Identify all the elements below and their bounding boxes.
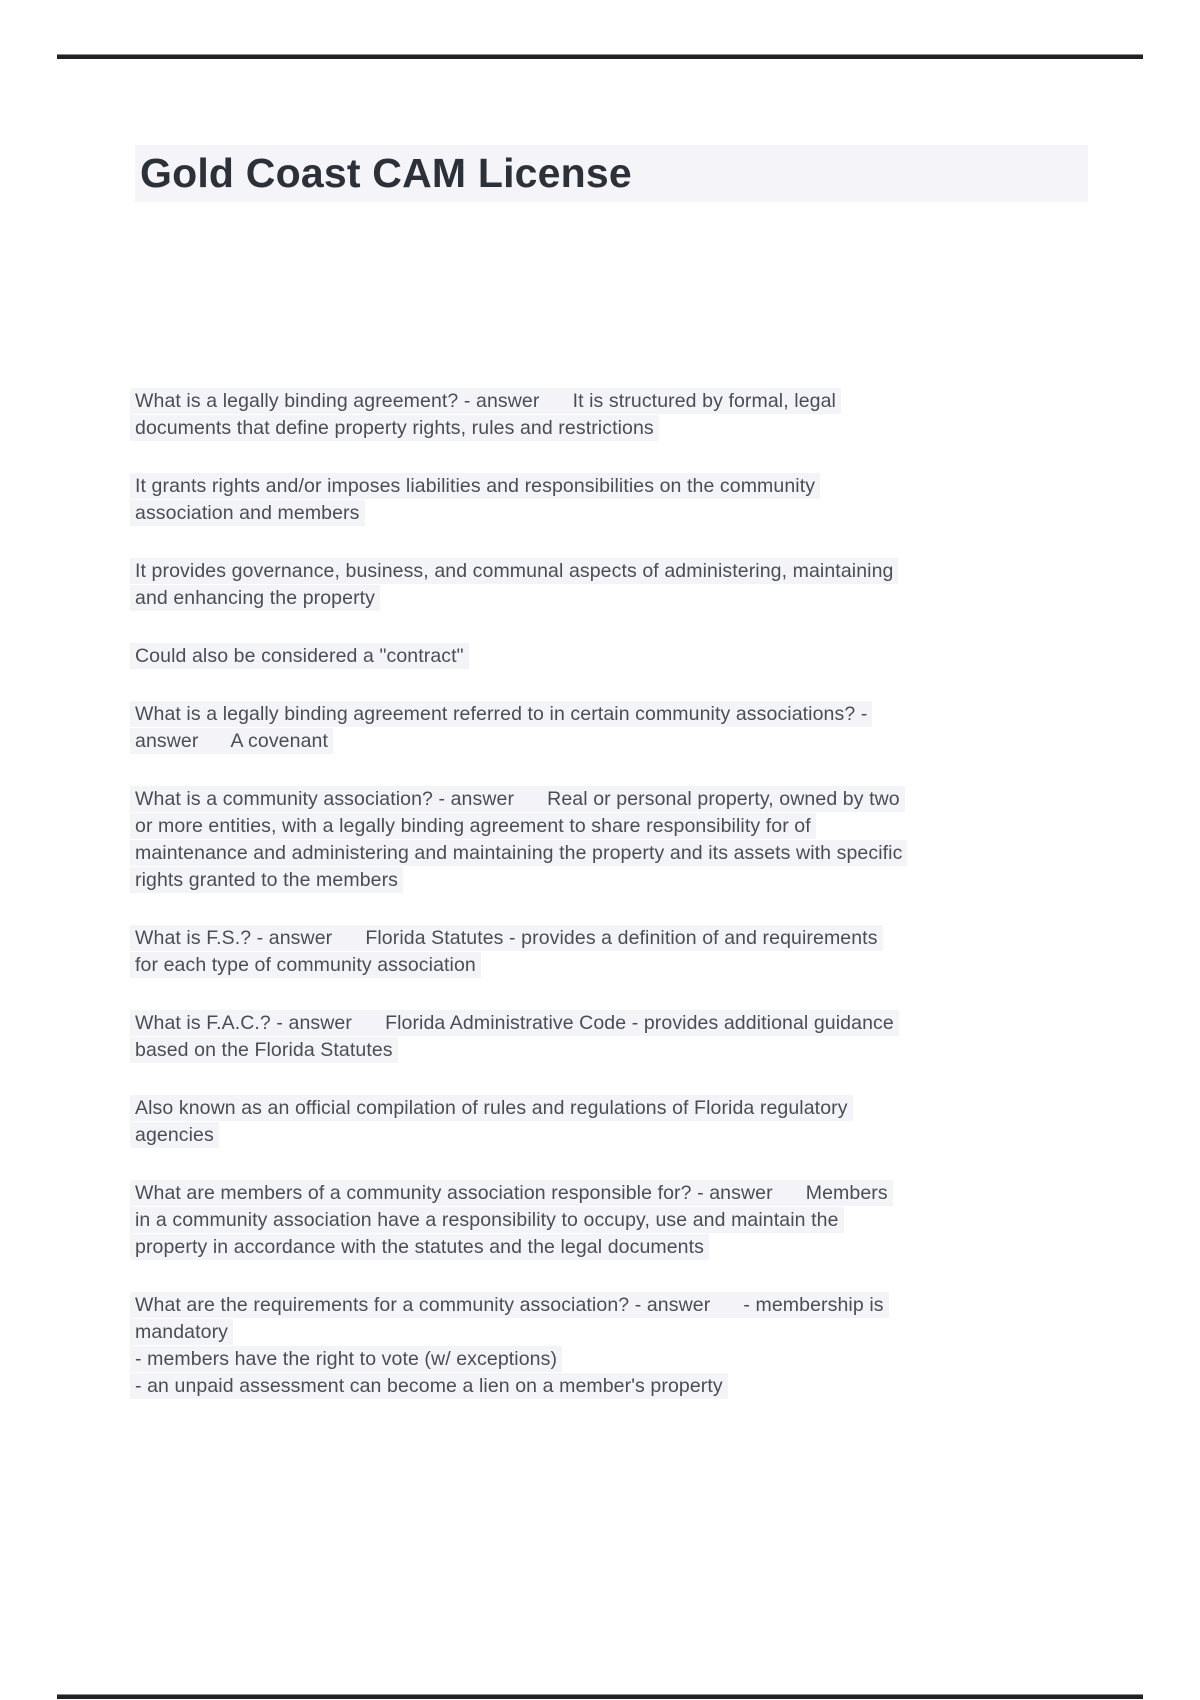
highlighted-text: It provides governance, business, and communal aspects of administering, maintaining (130, 558, 898, 584)
document-body (135, 388, 1145, 1431)
qa-paragraph (135, 558, 1145, 612)
qa-paragraph (135, 1180, 1145, 1261)
text-line (135, 415, 1145, 442)
highlighted-text: and enhancing the property (130, 585, 380, 611)
highlighted-text: What is a legally binding agreement? - answer It is structured by formal, legal (130, 388, 841, 414)
highlighted-text: What are the requirements for a community association? - answer - membership is (130, 1292, 889, 1318)
highlighted-text: Could also be considered a "contract" (130, 643, 469, 669)
highlighted-text: documents that define property rights, rules and restrictions (130, 415, 659, 441)
text-line (135, 1319, 1145, 1346)
text-line (135, 388, 1145, 415)
text-line (135, 1373, 1145, 1400)
highlighted-text: - an unpaid assessment can become a lien on a member's property (130, 1373, 728, 1399)
text-line (135, 1122, 1145, 1149)
highlighted-text: or more entities, with a legally binding agreement to share responsibility for of (130, 813, 816, 839)
page-title: Gold Coast CAM License (140, 150, 632, 196)
qa-paragraph (135, 786, 1145, 894)
highlighted-text: maintenance and administering and maintaining the property and its assets with specific (130, 840, 907, 866)
highlighted-text: - members have the right to vote (w/ exceptions) (130, 1346, 562, 1372)
highlighted-text: agencies (130, 1122, 219, 1148)
highlighted-text: rights granted to the members (130, 867, 403, 893)
highlighted-text: for each type of community association (130, 952, 481, 978)
highlighted-text: answer A covenant (130, 728, 333, 754)
highlighted-text: property in accordance with the statutes and the legal documents (130, 1234, 709, 1260)
text-line (135, 1037, 1145, 1064)
text-line (135, 558, 1145, 585)
qa-paragraph (135, 643, 1145, 670)
highlighted-text: What is a community association? - answer Real or personal property, owned by two (130, 786, 905, 812)
text-line (135, 925, 1145, 952)
top-horizontal-rule (57, 54, 1143, 59)
text-line (135, 1292, 1145, 1319)
text-line (135, 701, 1145, 728)
qa-paragraph (135, 701, 1145, 755)
qa-paragraph (135, 388, 1145, 442)
highlighted-text: in a community association have a responsibility to occupy, use and maintain the (130, 1207, 844, 1233)
text-line (135, 813, 1145, 840)
text-line (135, 585, 1145, 612)
highlighted-text: It grants rights and/or imposes liabilities and responsibilities on the community (130, 473, 820, 499)
text-line (135, 1207, 1145, 1234)
qa-paragraph (135, 473, 1145, 527)
text-line (135, 500, 1145, 527)
text-line (135, 952, 1145, 979)
title-highlight-block (135, 145, 1088, 202)
highlighted-text: based on the Florida Statutes (130, 1037, 398, 1063)
text-line (135, 1346, 1145, 1373)
highlighted-text: What is F.S.? - answer Florida Statutes - provides a definition of and requirements (130, 925, 883, 951)
text-line (135, 1234, 1145, 1261)
text-line (135, 867, 1145, 894)
text-line (135, 1010, 1145, 1037)
highlighted-text: What is a legally binding agreement referred to in certain community associations? - (130, 701, 872, 727)
text-line (135, 643, 1145, 670)
text-line (135, 728, 1145, 755)
qa-paragraph (135, 1010, 1145, 1064)
text-line (135, 840, 1145, 867)
highlighted-text: mandatory (130, 1319, 233, 1345)
bottom-horizontal-rule (57, 1694, 1143, 1699)
qa-paragraph (135, 1095, 1145, 1149)
highlighted-text: association and members (130, 500, 365, 526)
text-line (135, 473, 1145, 500)
qa-paragraph (135, 925, 1145, 979)
highlighted-text: Also known as an official compilation of rules and regulations of Florida regulatory (130, 1095, 853, 1121)
text-line (135, 1095, 1145, 1122)
text-line (135, 1180, 1145, 1207)
highlighted-text: What are members of a community association responsible for? - answer Members (130, 1180, 893, 1206)
text-line (135, 786, 1145, 813)
qa-paragraph (135, 1292, 1145, 1400)
highlighted-text: What is F.A.C.? - answer Florida Administrative Code - provides additional guidance (130, 1010, 899, 1036)
